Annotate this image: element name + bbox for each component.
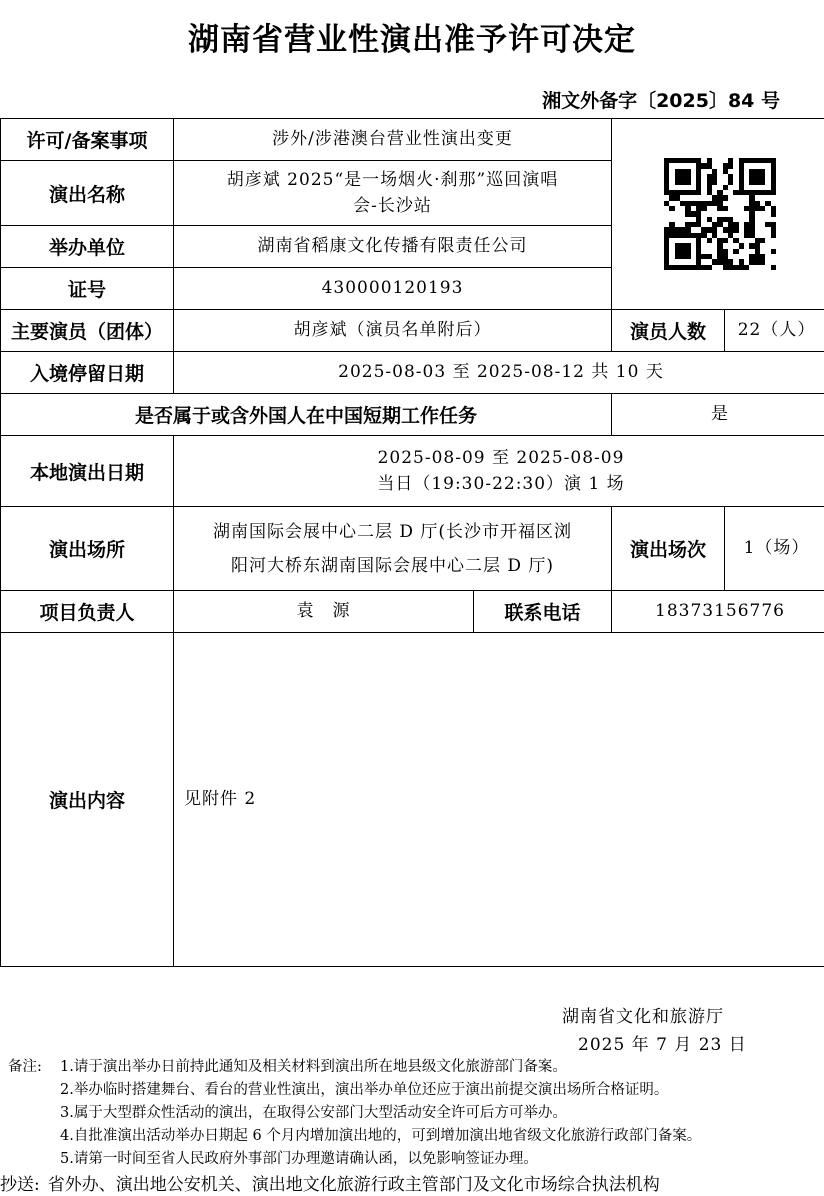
document-number: 湘文外备字〔2025〕84 号: [542, 90, 780, 112]
row-entry-stay: [1, 352, 824, 394]
show-name-value: [174, 161, 612, 226]
license-no-label: 证号: [1, 268, 174, 310]
row-content: [1, 633, 824, 967]
venue-value: [174, 507, 612, 591]
short-term-work-value: 是: [612, 394, 824, 436]
matter-label: 许可/备案事项: [1, 119, 174, 161]
note-row: [8, 1079, 701, 1102]
notes-label: 备注:: [8, 1059, 42, 1075]
venue-label: 演出场所: [1, 507, 174, 591]
performer-count-value: 22（人）: [725, 310, 824, 352]
local-dates-label: 本地演出日期: [1, 436, 174, 507]
entry-stay-value: 2025-08-03 至 2025-08-12 共 10 天: [174, 352, 824, 394]
note-item: 2.举办临时搭建舞台、看台的营业性演出，演出举办单位还应于演出前提交演出场所合格证明。: [60, 1082, 669, 1098]
note-row: [8, 1102, 701, 1125]
session-count-label: 演出场次: [612, 507, 725, 591]
performer-count-label: 演员人数: [612, 310, 725, 352]
cc-line: [0, 1170, 660, 1195]
short-term-work-label: 是否属于或含外国人在中国短期工作任务: [1, 394, 612, 436]
venue-line2: 阳河大桥东湖南国际会展中心二层 D 厅): [230, 555, 555, 576]
row-short-term-work: [1, 394, 824, 436]
qr-code-icon: [664, 158, 776, 270]
row-performers: [1, 310, 824, 352]
license-no-value: 430000120193: [174, 268, 612, 310]
notes-section: [8, 1056, 701, 1171]
entry-stay-label: 入境停留日期: [1, 352, 174, 394]
row-venue: [1, 507, 824, 591]
issuer-name: 湖南省文化和旅游厅: [562, 1007, 724, 1027]
note-item: 4.自批准演出活动举办日期起 6 个月内增加演出地的，可到增加演出地省级文化旅游行政部门备案。: [60, 1128, 702, 1144]
document-title: 湖南省营业性演出准予许可决定: [188, 22, 636, 58]
show-name-line1: 胡彦斌 2025“是一场烟火·刹那”巡回演唱: [226, 169, 559, 190]
qr-cell: [612, 119, 824, 310]
local-dates-line2: 当日（19:30-22:30）演 1 场: [377, 474, 625, 494]
matter-value: 涉外/涉港澳台营业性演出变更: [174, 119, 612, 161]
local-dates-line1: 2025-08-09 至 2025-08-09: [377, 447, 625, 468]
content-label: 演出内容: [1, 633, 174, 967]
venue-line1: 湖南国际会展中心二层 D 厅(长沙市开福区浏: [212, 521, 573, 542]
show-name-label: 演出名称: [1, 161, 174, 226]
issue-date: 2025 年 7 月 23 日: [578, 1035, 747, 1055]
note-item: 1.请于演出举办日前持此通知及相关材料到演出所在地县级文化旅游部门备案。: [60, 1059, 567, 1075]
content-value: 见附件 2: [174, 633, 824, 967]
cc-text: 省外办、演出地公安机关、演出地文化旅游行政主管部门及文化市场综合执法机构: [47, 1175, 660, 1195]
note-item: 3.属于大型群众性活动的演出，在取得公安部门大型活动安全许可后方可举办。: [60, 1105, 567, 1121]
note-item: 5.请第一时间至省人民政府外事部门办理邀请确认函，以免影响签证办理。: [60, 1151, 538, 1167]
note-row: [8, 1125, 701, 1148]
cc-label: 抄送:: [0, 1175, 40, 1195]
phone-label: 联系电话: [474, 591, 612, 633]
session-count-value: 1（场）: [725, 507, 824, 591]
phone-value: 18373156776: [612, 591, 824, 633]
row-matter: [1, 119, 824, 161]
performers-label: 主要演员（团体）: [1, 310, 174, 352]
organizer-label: 举办单位: [1, 226, 174, 268]
organizer-value: 湖南省稻康文化传播有限责任公司: [174, 226, 612, 268]
manager-value: 袁 源: [174, 591, 474, 633]
show-name-line2: 会-长沙站: [353, 196, 432, 216]
performers-value: 胡彦斌（演员名单附后）: [174, 310, 612, 352]
row-local-dates: [1, 436, 824, 507]
local-dates-value: [174, 436, 824, 507]
row-manager: [1, 591, 824, 633]
note-row: [8, 1056, 701, 1079]
note-row: [8, 1148, 701, 1171]
manager-label: 项目负责人: [1, 591, 174, 633]
license-table: [0, 118, 824, 967]
